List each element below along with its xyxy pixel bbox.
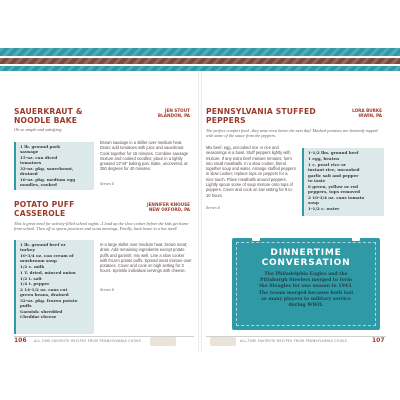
ingredient: 1/4 t. pepper — [20, 281, 50, 287]
recipe-intro: The perfect comfort food...they taste even better the next day! Mashed potatoes are heavenly topped with some of the sauce from the peppers. — [206, 128, 378, 139]
ingredient: 2 14-1/2 oz. cans cut green beans, drained — [20, 287, 69, 298]
ingredient: 1-1/2 lbs. ground beef — [308, 150, 359, 155]
dinnertime-conversation-box — [232, 238, 380, 330]
recipe-author — [122, 202, 190, 212]
recipe-serves: Serves 6 — [100, 181, 114, 186]
ingredients-box — [302, 148, 384, 216]
ingredient: 6 green, yellow or red peppers, tops removed — [308, 183, 360, 194]
pennsylvania-seal-icon — [210, 337, 236, 346]
recipe-author — [320, 108, 382, 118]
ingredient: 16-oz. pkg. medium egg noodles, cooked — [20, 177, 76, 188]
ingredient: 1 lb. ground pork sausage — [20, 144, 61, 155]
ingredient: 1 lb. ground beef or turkey — [20, 242, 66, 253]
author-name: JENNIFER KNOUSE — [147, 202, 190, 207]
ingredient: 1-1/2 c. water — [308, 205, 340, 211]
tape-icon — [352, 235, 360, 241]
pennsylvania-seal-icon — [150, 337, 176, 346]
conversation-text: The Philadelphia Eagles and the Pittsburgh Steelers merged to form the Steagles for one season in 1943. The teams merged because both lost so many players to military service during WWII. — [258, 272, 354, 309]
footer-title-right: ALL-TIME-FAVORITE RECIPES FROM PENNSYLVANIA COOKS — [240, 339, 348, 343]
recipe-serves: Serves 6 — [100, 287, 114, 292]
ingredient: 1 c. pearl rice or instant rice, uncooked — [308, 161, 360, 172]
ingredient: 32-oz. pkg. sauerkraut, drained — [20, 166, 74, 177]
ingredient: 2 10-3/4 oz. cans tomato soup — [308, 194, 365, 205]
footer-title-left: ALL-TIME-FAVORITE RECIPES FROM PENNSYLVANIA COOKS — [34, 339, 142, 343]
ingredient: 1/2 t. salt — [20, 275, 42, 281]
author-location: BLANDON, PA — [157, 113, 190, 119]
ingredient: garlic salt and pepper to taste — [308, 172, 359, 183]
ingredient: Garnish: shredded Cheddar cheese — [20, 309, 63, 320]
tape-icon — [252, 235, 260, 241]
recipe-serves: Serves 6 — [206, 205, 220, 210]
author-location: NEW OXFORD, PA — [148, 207, 190, 213]
ingredient: 32-oz. pkg. frozen potato puffs — [20, 298, 78, 309]
recipe-method: In a large skillet over medium heat, brown meat; drain. Add remaining ingredients except potato puffs and garnish; mix well. Line a slow cooker with frozen potato puffs. Spread meat mixture over potatoes. Cover and cook on high setting for 3 hours. Sprinkle individual servings with cheese. — [100, 242, 192, 274]
ingredient: 1 T. dried, minced onion — [20, 269, 76, 275]
ingredients-box — [14, 240, 94, 334]
ingredients-box — [14, 142, 94, 190]
conversation-title: DINNERTIME CONVERSATION — [261, 248, 351, 268]
ingredient: 1 egg, beaten — [308, 155, 340, 161]
header-band-pattern — [0, 48, 400, 72]
page-number-left: 106 — [14, 337, 27, 344]
author-name: JEN STOUT — [164, 108, 190, 113]
recipe-title-stuffed-peppers: PENNSYLVANIA STUFFED PEPPERS — [206, 107, 316, 125]
recipe-title-potato-puff: POTATO PUFF CASSEROLE — [14, 200, 75, 218]
book-gutter — [198, 72, 202, 352]
page-number-right: 107 — [372, 337, 385, 344]
ingredient: 1/2 c. milk — [20, 264, 45, 269]
author-name: LORA BURKE — [352, 108, 382, 113]
recipe-title-sauerkraut: SAUERKRAUT & NOODLE BAKE — [14, 107, 83, 125]
recipe-method: Brown sausage in a skillet over medium heat. Drain; add tomatoes with juice and sauerkraut. Cook together for 15 minutes. Combine sausage mixture and cooked noodles; place in a lightly greased 13"x9" baking pan. Bake, uncovered, at 350 degrees for 40 minutes. — [100, 140, 189, 172]
ingredient: 15-oz. can diced tomatoes — [20, 155, 58, 166]
recipe-method: Mix beef, egg, uncooked rice or rice and seasonings in a bowl. Stuff peppers lightly with mixture. If any extra beef mixture remains, form into small meatballs. In a slow cooker, blend together soup and water. Arrange stuffed peppers in slow cooker; replace tops on peppers for a nice touch. Place meatballs around peppers. Lightly spoon some of soup mixture onto tops of peppers. Cover and cook on low setting for 8 to 10 hours. — [206, 145, 296, 198]
author-location: IRWIN, PA — [358, 113, 382, 119]
ingredient: 10-3/4 oz. can cream of mushroom soup — [20, 253, 74, 264]
recipe-intro: This is great meal for activity-filled school nights...I load up the slow cooker before the kids get home from school. Then off to sports practices and scout meetings. Finally, back home to a hot meal! — [14, 221, 189, 232]
recipe-author — [130, 108, 190, 118]
recipe-intro: Oh so simple and satisfying — [14, 127, 62, 132]
